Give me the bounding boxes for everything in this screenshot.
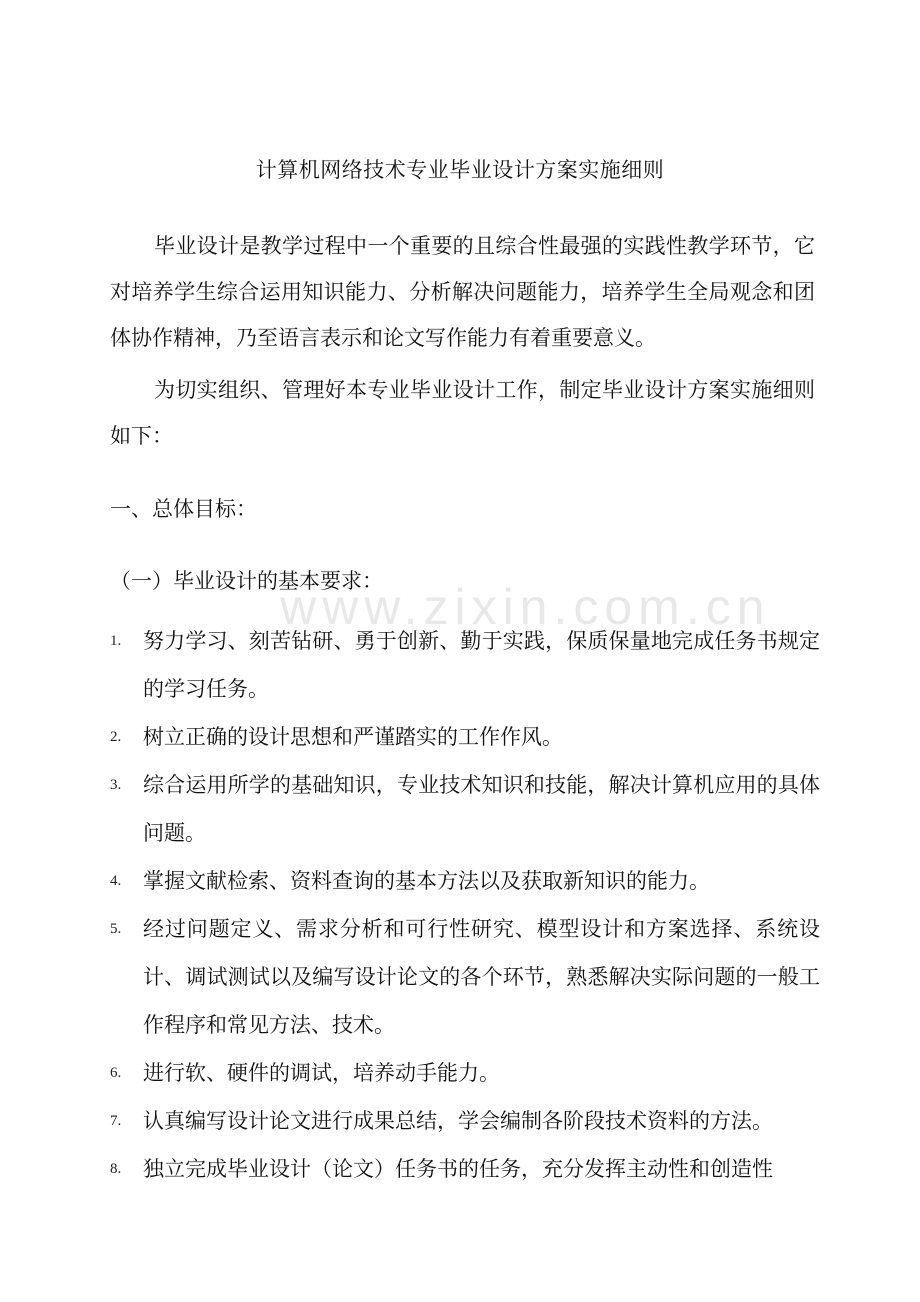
- list-item: [110, 1145, 820, 1193]
- list-item-number: 8.: [110, 1161, 122, 1177]
- list-item-number: 3.: [110, 777, 122, 793]
- list-item: [110, 713, 820, 761]
- purpose-paragraph: 为切实组织、管理好本专业毕业设计工作，制定毕业设计方案实施细则如下：: [110, 378, 815, 448]
- list-item-text: 独立完成毕业设计（论文）任务书的任务，充分发挥主动性和创造性: [143, 1157, 773, 1181]
- list-item-text: 树立正确的设计思想和严谨踏实的工作作风。: [143, 725, 563, 749]
- list-item-number: 6.: [110, 1065, 122, 1081]
- list-item-text: 经过问题定义、需求分析和可行性研究、模型设计和方案选择、系统设计、调试测试以及编写设计论文的各个环节，熟悉解决实际问题的一般工作程序和常见方法、技术。: [143, 917, 820, 1037]
- list-item-number: 2.: [110, 729, 122, 745]
- subsection-heading: （一）毕业设计的基本要求：: [110, 569, 383, 593]
- list-item-text: 掌握文献检索、资料查询的基本方法以及获取新知识的能力。: [143, 869, 710, 893]
- intro-paragraph: 毕业设计是教学过程中一个重要的且综合性最强的实践性教学环节，它对培养学生综合运用知识能力、分析解决问题能力，培养学生全局观念和团体协作精神，乃至语言表示和论文写作能力有着重要意义。: [110, 234, 815, 350]
- list-item-number: 7.: [110, 1113, 122, 1129]
- list-item-text: 努力学习、刻苦钻研、勇于创新、勤于实践，保质保量地完成任务书规定的学习任务。: [143, 629, 820, 701]
- list-item: [110, 1049, 820, 1097]
- list-item: [110, 905, 820, 1049]
- list-item-number: 5.: [110, 921, 122, 937]
- list-item: [110, 761, 820, 857]
- list-item-number: 1.: [110, 633, 122, 649]
- document-title: 计算机网络技术专业毕业设计方案实施细则: [255, 158, 665, 182]
- section-heading: 一、总体目标：: [110, 497, 257, 521]
- list-item-text: 综合运用所学的基础知识，专业技术知识和技能，解决计算机应用的具体问题。: [143, 773, 820, 845]
- list-item-text: 认真编写设计论文进行成果总结，学会编制各阶段技术资料的方法。: [143, 1109, 773, 1133]
- list-item: [110, 857, 820, 905]
- requirements-list: [110, 617, 820, 1193]
- list-item-number: 4.: [110, 873, 122, 889]
- watermark: www.zixin.com.cn: [280, 579, 771, 635]
- list-item-text: 进行软、硬件的调试，培养动手能力。: [143, 1061, 500, 1085]
- list-item: [110, 1097, 820, 1145]
- list-item: [110, 617, 820, 713]
